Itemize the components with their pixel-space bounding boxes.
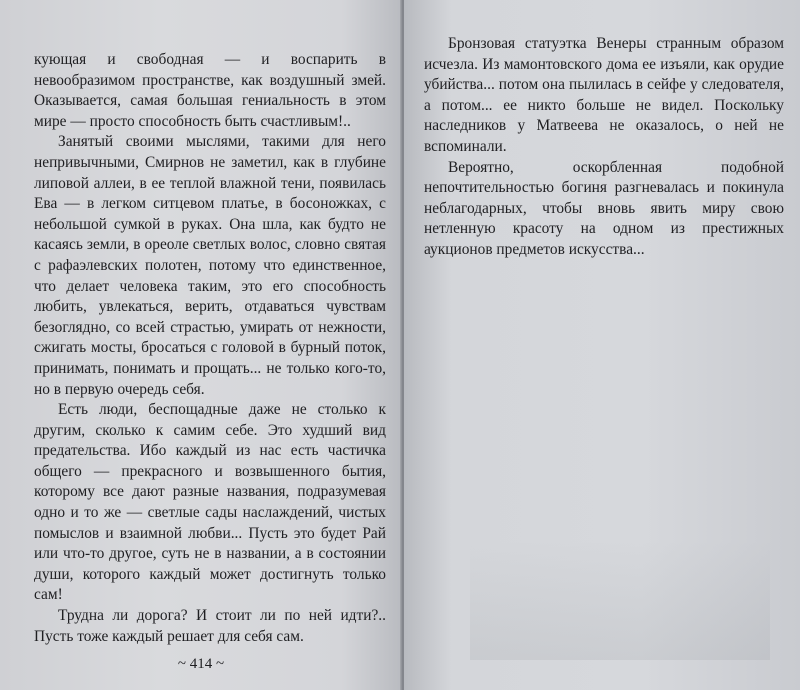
- right-page: [404, 0, 800, 690]
- right-paragraph-2: Вероятно, оскорбленная подобной непочтительностью богиня разгневалась и покинула неблагодарных, чтобы вновь явить миру свою нетленную красоту на одном из престижных аукционов предметов искусства...: [424, 158, 784, 258]
- page-number: ~ 414 ~: [177, 656, 225, 672]
- show-through-shadow: [470, 540, 770, 660]
- left-paragraph-1: кующая и свободная — и воспарить в невообразимом пространстве, как воздушный змей. Оказывается, самая большая гениальность в этом мире — просто способность быть счастливым!..: [34, 51, 386, 130]
- left-paragraph-3: Есть люди, беспощадные даже не столько к другим, сколько к самим себе. Это худший вид предательства. Ибо каждый из нас есть частичка общего — прекрасного и возвышенного бытия, которому все дают разные названия, подразумевая одно и то же — светлые сады наслаждений, чистых помыслов и взаимной любви... Пусть это будет Рай или что-то другое, суть не в названии, а в состоянии души, которого каждый может достигнуть только сам!: [34, 401, 386, 604]
- right-paragraph-1: Бронзовая статуэтка Венеры странным образом исчезла. Из мамонтовского дома ее изъяли, как орудие убийства... потом она пылилась в сейфе у следователя, а потом... ее никто больше не видел. Поскольку наследников у Матвеева не оказалось, о ней не вспоминали.: [424, 35, 784, 155]
- left-paragraph-4: Трудна ли дорога? И стоит ли по ней идти?.. Пусть тоже каждый решает для себя сам.: [34, 607, 386, 645]
- left-paragraph-2: Занятый своими мыслями, такими для него непривычными, Смирнов не заметил, как в глубине липовой аллеи, в ее теплой влажной тени, появилась Ева — в легком ситцевом платье, в босоножках, с небольшой сумкой в руках. Она шла, как будто не касаясь земли, в ореоле светлых волос, словно святая с рафаэлевских полотен, потому что единственное, что делает человека таким, это его способность любить, увлекаться, верить, отдаваться чувствам безоглядно, со всей страстью, умирать от нежности, сжигать мосты, бросаться с головой в бурный поток, принимать, понимать и прощать... не только кого-то, но в первую очередь себя.: [34, 133, 386, 398]
- right-page-text: [424, 34, 784, 261]
- left-page-text: [34, 50, 386, 647]
